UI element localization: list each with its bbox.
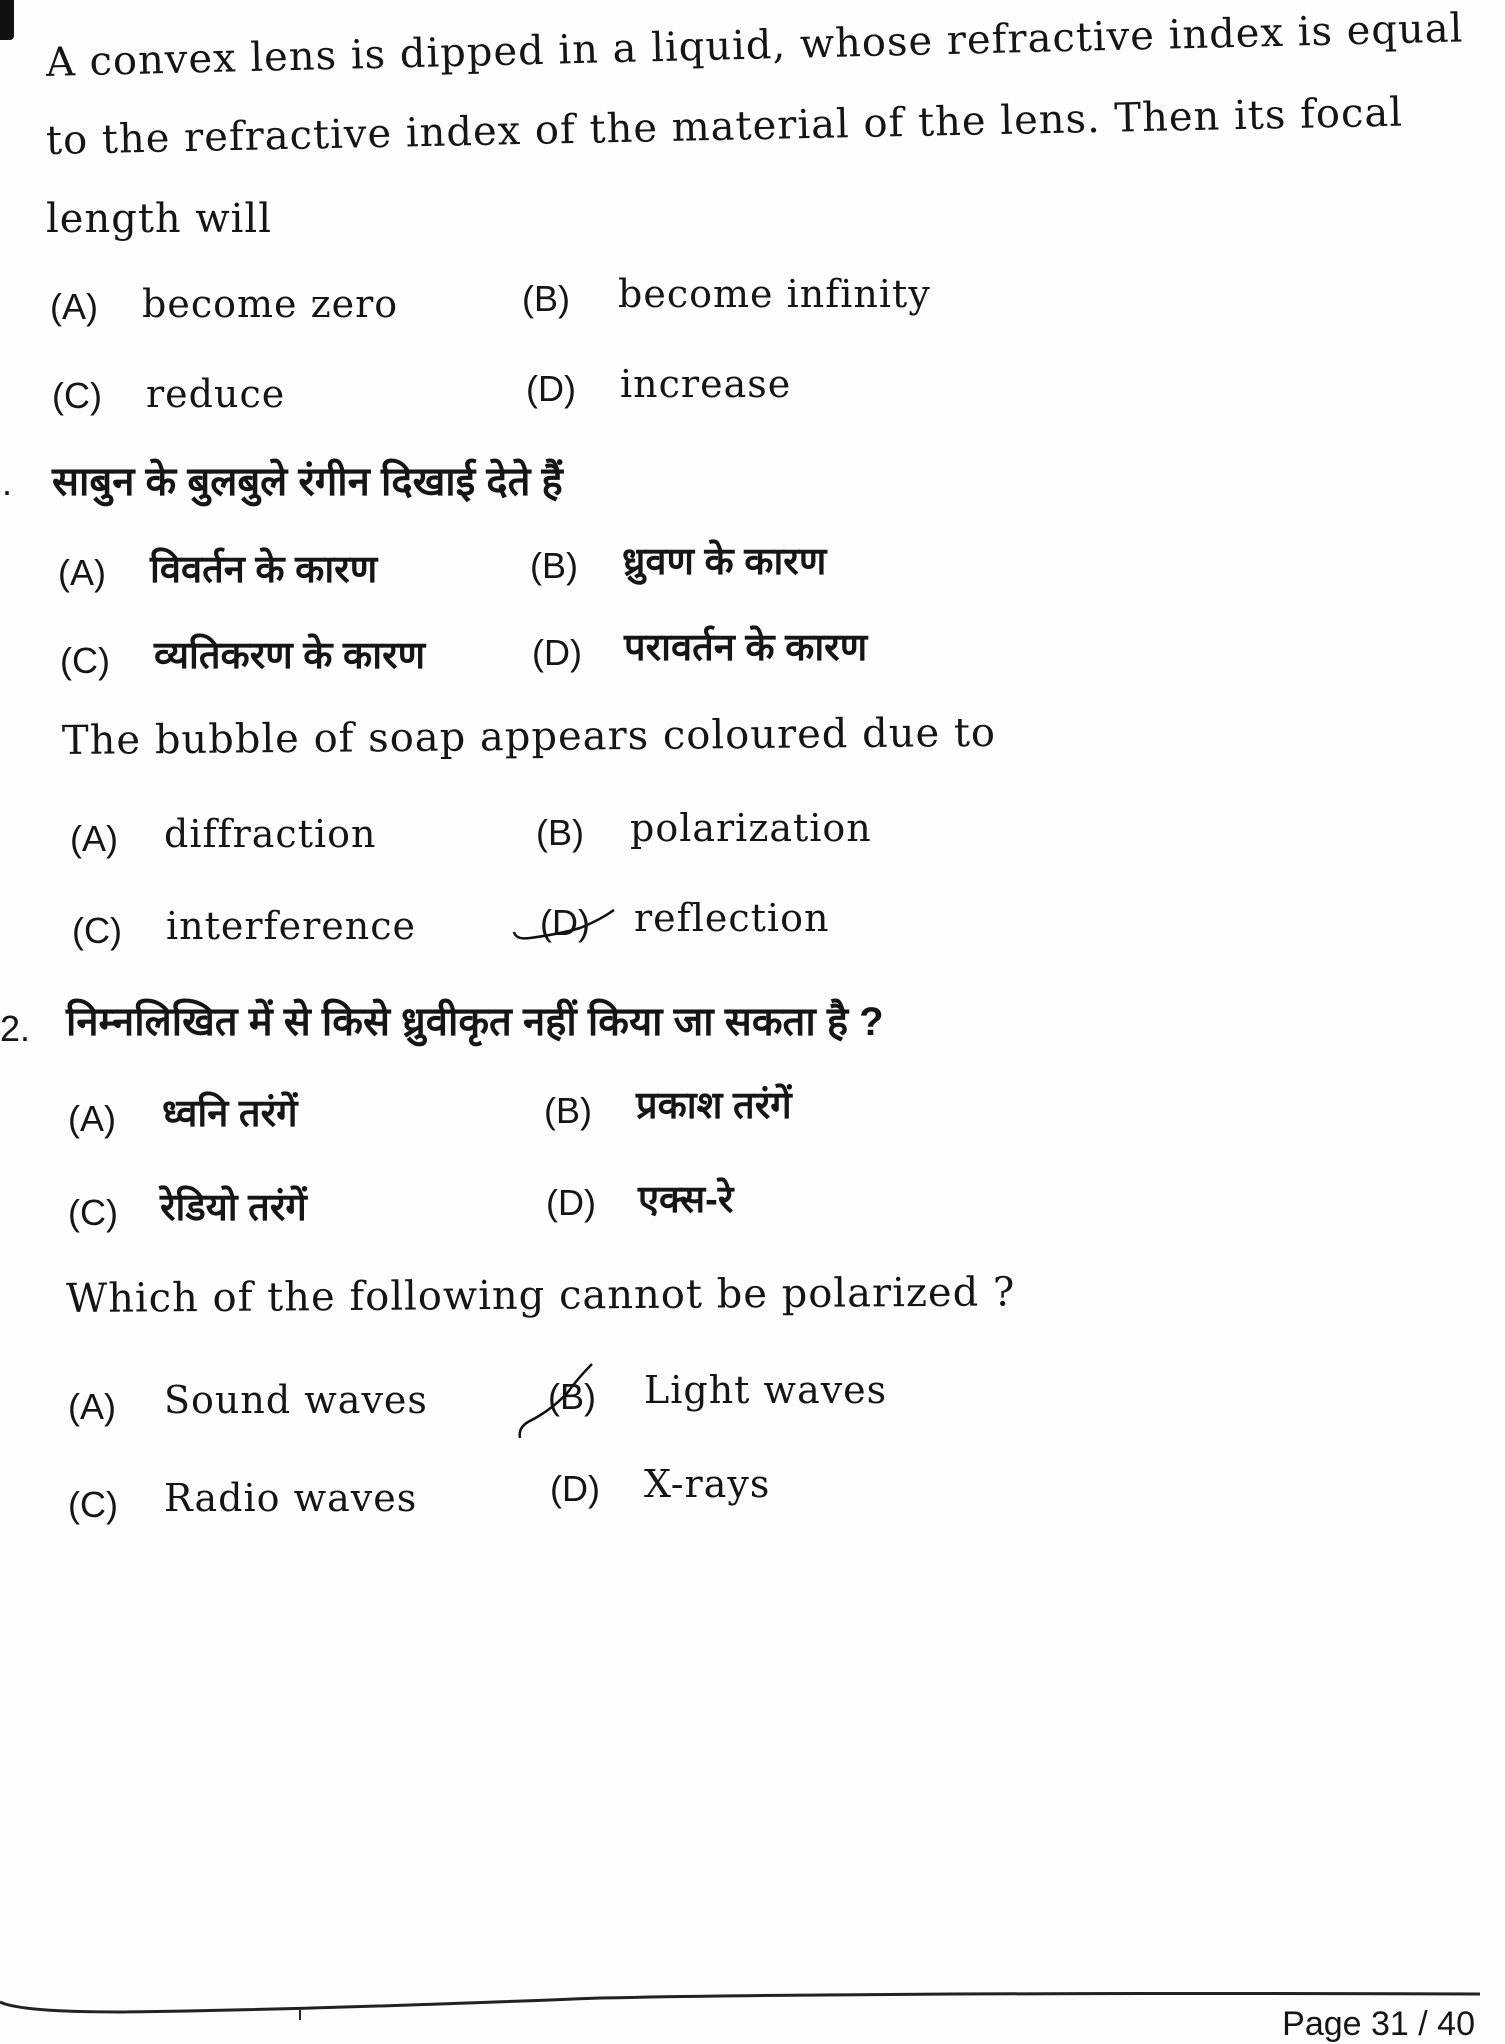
option-label: (A) — [68, 1386, 116, 1427]
option-label: (D) — [526, 368, 576, 409]
option-label: (D) — [540, 902, 590, 943]
option-label: (B) — [548, 1376, 596, 1417]
option-label: (C) — [60, 640, 110, 681]
pen-tick-mark-icon — [512, 1360, 602, 1440]
question-text-english: The bubble of soap appears coloured due to — [61, 709, 997, 764]
option-label: (B) — [544, 1090, 592, 1131]
option-label: (A) — [50, 286, 98, 327]
option-text[interactable]: diffraction — [164, 812, 377, 856]
footer-divider — [0, 1990, 1505, 2020]
option-label: (A) — [70, 818, 118, 859]
scan-edge-mark — [0, 0, 14, 40]
question-text-hindi: साबुन के बुलबुले रंगीन दिखाई देते हैं — [52, 460, 563, 504]
option-label: (C) — [68, 1484, 118, 1525]
option-text[interactable]: become infinity — [618, 272, 931, 316]
option-label: (D) — [550, 1468, 600, 1509]
question-text-line: A convex lens is dipped in a liquid, whose refractive index is equal — [45, 5, 1464, 86]
option-text[interactable]: become zero — [142, 282, 399, 326]
option-text[interactable]: Radio waves — [164, 1476, 418, 1520]
option-text-hindi[interactable]: ध्रुवण के कारण — [622, 541, 827, 583]
option-label: (C) — [72, 910, 122, 951]
option-text-hindi[interactable]: प्रकाश तरंगें — [636, 1085, 792, 1127]
option-label: (A) — [68, 1098, 116, 1139]
option-text-hindi[interactable]: एक्स-रे — [638, 1179, 734, 1221]
option-label: (D) — [546, 1182, 596, 1223]
option-label: (B) — [530, 545, 578, 586]
option-label: (B) — [522, 278, 570, 319]
option-label: (C) — [68, 1192, 118, 1233]
option-text-hindi[interactable]: विवर्तन के कारण — [150, 549, 378, 591]
question-text-line: length will — [46, 196, 272, 242]
question-text-line: to the refractive index of the material of the lens. Then its focal — [45, 89, 1404, 164]
option-label: (A) — [58, 552, 106, 593]
option-text-hindi[interactable]: व्यतिकरण के कारण — [154, 635, 426, 677]
question-number: 2. — [0, 1008, 31, 1049]
option-label: (B) — [536, 812, 584, 853]
option-text[interactable]: reduce — [146, 372, 286, 416]
option-text[interactable]: Sound waves — [164, 1378, 428, 1422]
option-text[interactable]: polarization — [630, 806, 872, 850]
option-text[interactable]: interference — [166, 904, 417, 948]
pen-tick-mark-icon — [510, 892, 620, 944]
option-text[interactable]: Light waves — [644, 1368, 888, 1412]
option-text[interactable]: increase — [620, 362, 792, 406]
question-number: . — [2, 462, 13, 503]
question-text-english: Which of the following cannot be polarized ? — [65, 1269, 1016, 1322]
option-text[interactable]: X-rays — [644, 1462, 771, 1506]
option-label: (C) — [52, 375, 102, 416]
option-text-hindi[interactable]: रेडियो तरंगें — [160, 1187, 307, 1229]
page-number: Page 31 / 40 — [1282, 2005, 1475, 2043]
option-text-hindi[interactable]: परावर्तन के कारण — [624, 627, 868, 669]
option-text[interactable]: reflection — [634, 896, 830, 940]
option-label: (D) — [532, 632, 582, 673]
question-text-hindi: निम्नलिखित में से किसे ध्रुवीकृत नहीं किया जा सकता है ? — [66, 1000, 884, 1044]
option-text-hindi[interactable]: ध्वनि तरंगें — [162, 1093, 298, 1135]
